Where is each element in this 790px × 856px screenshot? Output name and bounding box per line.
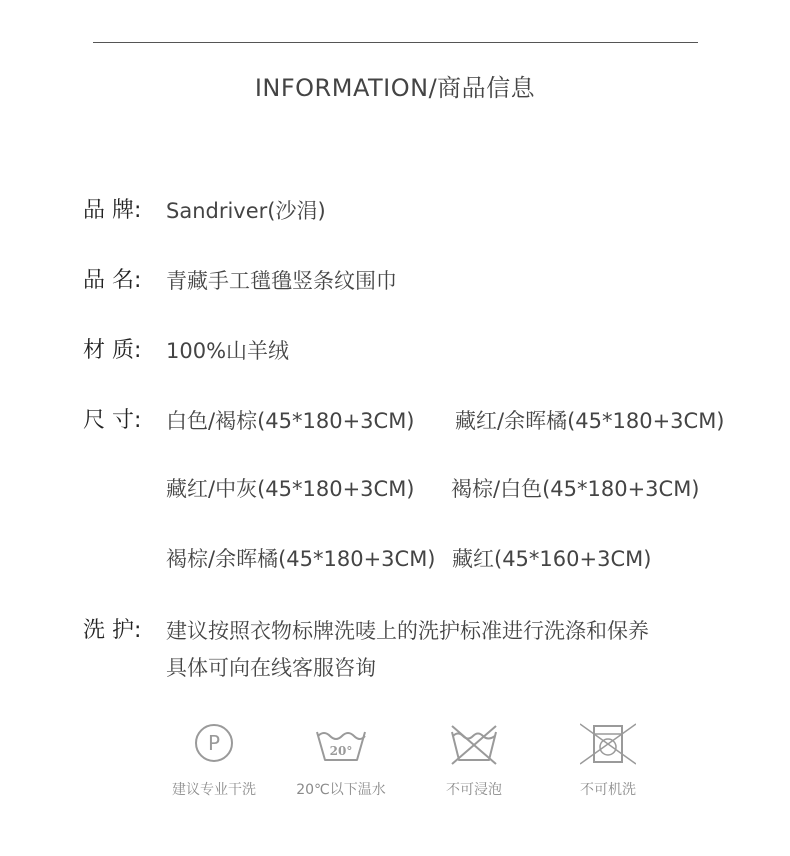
- wash-temp-symbol: 20°: [329, 744, 353, 758]
- brand-label: 品 牌:: [83, 198, 142, 223]
- material-label: 材 质:: [83, 338, 142, 363]
- do-not-soak-icon: [446, 722, 502, 766]
- care-label: 洗 护:: [83, 618, 142, 643]
- brand-value: Sandriver(沙涓): [166, 199, 326, 223]
- product-name-row: [83, 265, 723, 297]
- care-caption-no-soak: 不可浸泡: [446, 782, 502, 798]
- size-option: 褐棕/白色(45*180+3CM): [451, 477, 700, 501]
- top-divider: [93, 42, 698, 43]
- size-row-3: [83, 543, 743, 575]
- care-caption-dry-clean: 建议专业干洗: [172, 782, 256, 798]
- size-option: 藏红(45*160+3CM): [452, 547, 652, 571]
- size-row-1: [83, 405, 743, 437]
- size-option: 白色/褐棕(45*180+3CM): [166, 409, 415, 433]
- size-option: 藏红/余晖橘(45*180+3CM): [455, 409, 725, 433]
- product-name-label: 品 名:: [83, 268, 142, 293]
- care-instructions-line2: 具体可向在线客服咨询: [166, 656, 376, 680]
- professional-dry-clean-icon: [186, 722, 242, 766]
- wash-20c-icon: [313, 722, 369, 766]
- material-value: 100%山羊绒: [166, 339, 290, 363]
- brand-row: [83, 195, 723, 227]
- size-option: 藏红/中灰(45*180+3CM): [166, 477, 415, 501]
- care-instructions-line1: 建议按照衣物标牌洗唛上的洗护标准进行洗涤和保养: [166, 619, 649, 643]
- material-row: [83, 335, 723, 367]
- size-label: 尺 寸:: [83, 408, 142, 433]
- dry-clean-symbol: P: [207, 731, 221, 755]
- size-row-2: [83, 473, 743, 505]
- do-not-machine-wash-icon: [580, 722, 636, 766]
- size-option: 褐棕/余晖橘(45*180+3CM): [166, 547, 436, 571]
- care-caption-wash-temp: 20℃以下温水: [296, 782, 386, 798]
- care-caption-no-machine-wash: 不可机洗: [580, 782, 636, 798]
- section-title: INFORMATION/商品信息: [254, 74, 536, 102]
- product-name-value: 青藏手工氆氇竖条纹围巾: [166, 269, 397, 293]
